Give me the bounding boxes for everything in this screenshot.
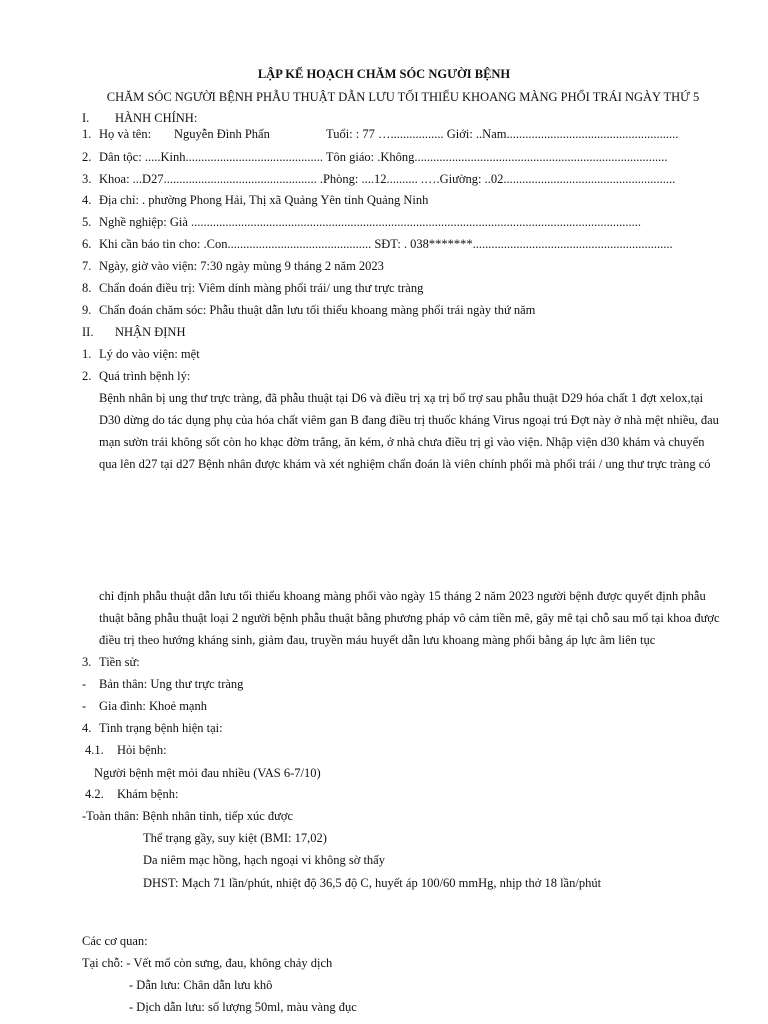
name-value: Nguyễn Đình Phấn — [174, 127, 270, 141]
local-exam-line: - Dẫn lưu: Chân dẫn lưu khô — [129, 978, 273, 992]
history-paragraph-line: điều trị theo hướng kháng sinh, giảm đau, truyền máu huyết dẫn lưu khoang màng phổi bằng áp lực âm liên tục — [99, 633, 656, 647]
assess-line-history-course — [82, 368, 190, 384]
organs-heading: Các cơ quan: — [82, 934, 148, 948]
assess-line-past-history — [82, 654, 140, 670]
line-text: Lý do vào viện: mệt — [99, 347, 200, 361]
history-paragraph-line: qua lên d27 tại d27 Bệnh nhân được khám và xét nghiệm chẩn đoán là viên chính phổi mà phổi trái / ung thư trực tràng có — [99, 457, 711, 471]
subsection-number: 4.1. — [85, 743, 104, 757]
line-text: Khoa: ...D27................................................. .Phòng: ....12.......... .….Giường: ..02....................................................... — [99, 172, 676, 186]
subsection-title: Hỏi bệnh: — [117, 743, 167, 757]
line-text: Chẩn đoán điều trị: Viêm dính màng phổi trái/ ung thư trực tràng — [99, 281, 424, 295]
line-text: Chẩn đoán chăm sóc: Phẫu thuật dẫn lưu tối thiểu khoang màng phổi trái ngày thứ năm — [99, 303, 536, 317]
admin-line-care-diagnosis — [82, 302, 535, 318]
history-paragraph-line: D30 dừng do tác dụng phụ của hóa chất viêm gan B đang điều trị thuốc kháng Virus ngoại trú Đợt này ở nhà mệt nhiều, đau — [99, 413, 719, 427]
line-number: 3. — [82, 172, 92, 186]
assess-line-current-condition — [82, 720, 223, 736]
line-number: 7. — [82, 259, 92, 273]
vital-signs-line: DHST: Mạch 71 lần/phút, nhiệt độ 36,5 độ C, huyết áp 100/60 mmHg, nhịp thở 18 lần/phút — [143, 876, 602, 890]
line-number: 2. — [82, 150, 92, 164]
general-exam-line: Da niêm mạc hồng, hạch ngoại vi không sờ thấy — [143, 853, 385, 867]
line-number: 4. — [82, 193, 92, 207]
general-exam-line: Thể trạng gầy, suy kiệt (BMI: 17,02) — [143, 831, 327, 845]
history-self — [82, 676, 243, 692]
name-label: Họ và tên: — [99, 127, 152, 141]
local-exam-line: - Dịch dẫn lưu: số lượng 50ml, màu vàng đục — [129, 1000, 357, 1014]
line-number: 1. — [82, 347, 92, 361]
subsection-interview — [85, 742, 167, 758]
bullet-dash: - — [82, 677, 87, 691]
admin-line-ethnicity — [82, 149, 668, 165]
line-text: Tình trạng bệnh hiện tại: — [99, 721, 223, 735]
assess-line-reason — [82, 346, 200, 362]
history-family — [82, 698, 207, 714]
section-number: II. — [82, 325, 94, 339]
subsection-examination — [85, 786, 178, 802]
line-number: 1. — [82, 127, 92, 141]
general-exam-line: -Toàn thân: Bệnh nhân tỉnh, tiếp xúc được — [82, 809, 294, 823]
line-text: Địa chỉ: . phường Phong Hải, Thị xã Quảng Yên tỉnh Quảng Ninh — [99, 193, 429, 207]
admin-line-occupation — [82, 214, 641, 230]
line-text: Khi cần báo tin cho: .Con.............................................. SĐT: . 038*******................................................................ — [99, 237, 673, 251]
history-paragraph-line: mạn sườn trái không sốt còn ho khạc đờm trắng, ăn kém, ở nhà chưa điều trị gì vào viện. Nhập viện d30 khám và chuyển — [99, 435, 705, 449]
age-gender: Tuổi: : 77 …................. Giới: ..Nam....................................................... — [326, 127, 679, 141]
line-text: Quá trình bệnh lý: — [99, 369, 191, 383]
line-number: 3. — [82, 655, 92, 669]
section-number: I. — [82, 111, 90, 125]
document-title: LẬP KẾ HOẠCH CHĂM SÓC NGƯỜI BỆNH — [257, 67, 511, 81]
line-text: Nghề nghiệp: Già ................................................................................................................................................ — [99, 215, 641, 229]
section-title: HÀNH CHÍNH: — [115, 111, 198, 125]
line-text: Ngày, giờ vào viện: 7:30 ngày mùng 9 tháng 2 năm 2023 — [99, 259, 384, 273]
line-number: 9. — [82, 303, 92, 317]
section-heading-admin — [82, 110, 197, 126]
admin-line-department — [82, 171, 675, 187]
section-title: NHẬN ĐỊNH — [115, 325, 186, 339]
interview-text: Người bệnh mệt mỏi đau nhiều (VAS 6-7/10) — [94, 766, 321, 780]
admin-line-diagnosis — [82, 280, 423, 296]
line-number: 5. — [82, 215, 92, 229]
bullet-dash: - — [82, 699, 87, 713]
line-text: Gia đình: Khoẻ mạnh — [99, 699, 207, 713]
line-text: Dân tộc: .....Kinh............................................ Tôn giáo: .Không................................................................................. — [99, 150, 668, 164]
document-subtitle: CHĂM SÓC NGƯỜI BỆNH PHẪU THUẬT DẪN LƯU TỐI THIỂU KHOANG MÀNG PHỔI TRÁI NGÀY THỨ 5 — [106, 90, 700, 104]
subsection-title: Khám bệnh: — [117, 787, 179, 801]
admin-line-address — [82, 192, 428, 208]
line-number: 6. — [82, 237, 92, 251]
line-number: 2. — [82, 369, 92, 383]
section-heading-assessment — [82, 324, 185, 340]
history-paragraph-line: chỉ định phẫu thuật dẫn lưu tối thiểu khoang màng phổi vào ngày 15 tháng 2 năm 2023 người bệnh được quyết định phẫu — [99, 589, 706, 603]
admin-line-name — [82, 126, 678, 142]
line-text: Bản thân: Ung thư trực tràng — [99, 677, 244, 691]
subsection-number: 4.2. — [85, 787, 104, 801]
admin-line-admission — [82, 258, 384, 274]
history-paragraph-line: thuật bằng phẫu thuật loại 2 người bệnh phẫu thuật bằng phương pháp vô cảm tiền mê, gây mê tại chỗ sau mổ tại khoa được — [99, 611, 720, 625]
history-paragraph-line: Bệnh nhân bị ung thư trực tràng, đã phẫu thuật tại D6 và điều trị xạ trị bổ trợ sau phẫu thuật D29 hóa chất 1 đợt xelox,tại — [99, 391, 704, 405]
line-text: Tiền sử: — [99, 655, 140, 669]
local-exam-line: Tại chỗ: - Vết mổ còn sưng, đau, không chảy dịch — [82, 956, 333, 970]
line-number: 8. — [82, 281, 92, 295]
line-number: 4. — [82, 721, 92, 735]
admin-line-contact — [82, 236, 673, 252]
